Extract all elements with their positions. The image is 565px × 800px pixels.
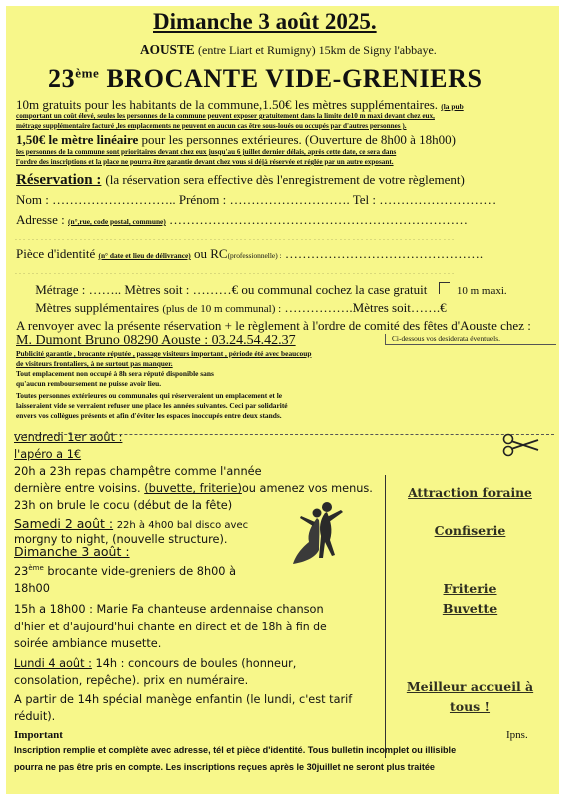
attraction-foraine: Attraction foraine — [408, 485, 532, 500]
intro-free-meters: 10m gratuits pour les habitants de la commune,1.50€ les mètres supplémentaires. — [16, 97, 439, 112]
monday-line-3: A partir de 14h spécial manège enfantin (le lundi, c'est tarif — [14, 693, 353, 706]
tous: tous ! — [449, 699, 491, 714]
sunday-line-5: soirée ambiance musette. — [14, 637, 162, 650]
flyer-sheet — [6, 6, 559, 794]
edition-number: 23 — [48, 64, 76, 93]
communal-label: € ou communal cochez la case gratuit — [231, 282, 428, 297]
desiderata-label: Ci-dessous vos desiderata éventuels. — [392, 334, 500, 343]
unoccupied-2: qu'aucun remboursement ne puisse avoir lieu. — [16, 379, 162, 388]
supp-metres-soit: Mètres soit — [352, 300, 411, 315]
solidarity-3: envers vos collègues présents et afin d'éviter les espaces inoccupés entre deux stands. — [16, 411, 282, 420]
intro-line — [16, 97, 464, 113]
price-rest: pour les personnes extérieures. (Ouverture de 8h00 à 18h00) — [141, 132, 456, 147]
publicity-2: de visiteurs frontaliers, à ne surtout pas manquer. — [16, 359, 173, 368]
attractions-box — [385, 475, 554, 758]
monday-line-1: 14h : concours de boules (honneur, — [95, 657, 297, 670]
adresse-hint: (n°,rue, code postal, commune) — [68, 217, 166, 226]
prenom-label: Prénom : — [178, 192, 227, 207]
sunday-line-4: d'hier et d'aujourd'hui chante en direct et de 18h à fin de — [14, 620, 327, 633]
friday-line-3c: ou amenez vos menus. — [241, 482, 373, 495]
monday-line-2: consolation, repêche). prix en numéraire. — [14, 674, 249, 687]
friday-line-3 — [14, 482, 373, 495]
priority-2: l'ordre des inscriptions et la place ne pourra être garantie devant chez vous si déjà réservée et réglée par un autre exposant. — [16, 158, 394, 166]
friday-line-3b: (buvette, friterie) — [144, 482, 242, 495]
sunday-line-2: 18h00 — [14, 582, 50, 595]
saturday-row — [14, 516, 248, 531]
nom-field[interactable]: ……………………….. — [52, 192, 176, 207]
sunday-line-1 — [14, 564, 236, 578]
friday-line-4: 23h on brule le cocu (début de la fête) — [14, 499, 233, 512]
edition-suffix: ème — [75, 65, 100, 81]
meilleur-accueil: Meilleur accueil à — [406, 679, 534, 694]
friday-line-3a: dernière entre voisins. — [14, 482, 141, 495]
monday-line-4: réduit). — [14, 710, 56, 723]
metres-soit-field[interactable]: ……… — [192, 282, 232, 297]
price-bold: 1,50€ le mètre linéaire — [16, 132, 139, 147]
solidarity-2: laisseraient vide se verraient refuser une place les années suivantes. Ceci par solidarité — [16, 401, 288, 410]
metrage-label: Métrage : — [35, 282, 86, 297]
confiserie: Confiserie — [434, 523, 506, 538]
sunday-line-3: 15h a 18h00 : Marie Fa chanteuse ardennaise chanson — [14, 603, 324, 616]
adresse-label: Adresse : — [16, 212, 65, 227]
event-date: Dimanche 3 août 2025. — [153, 9, 377, 34]
friterie: Friterie — [443, 581, 497, 596]
nom-row — [16, 192, 496, 208]
adresse-field[interactable]: …………………………………………………………… — [169, 212, 469, 227]
piece-label: Pièce d'identité — [16, 246, 96, 261]
piece-row — [16, 246, 483, 262]
metres-soit-label: Mètres soit : — [124, 282, 190, 297]
footer-line-1: Inscription remplie et complète avec adresse, tél et pièce d'identité. Tous bulletin incomplet ou illisible — [14, 745, 457, 755]
saturday-line-1: 22h à 4h00 bal disco avec — [116, 520, 249, 531]
footer-line-2: pourra ne pas être pris en compte. Les inscriptions reçues après le 30juillet ne seront plus traitée — [14, 762, 435, 772]
metrage-field[interactable]: …….. — [88, 282, 122, 297]
monday-heading: Lundi 4 août : — [14, 657, 92, 670]
maxi-label: 10 m maxi. — [456, 285, 507, 297]
event-title — [48, 64, 483, 94]
supp-label: Mètres supplémentaires — [35, 300, 160, 315]
important-label: Important — [14, 729, 63, 741]
prenom-field[interactable]: ………………………. — [229, 192, 350, 207]
friday-heading: vendredi 1er août : — [14, 431, 123, 444]
publicity-1: Publicité garantie , brocante réputée , passage visiteurs important , période été avec beaucoup — [16, 349, 312, 358]
scissors-icon — [501, 433, 541, 457]
buvette: Buvette — [442, 601, 498, 616]
reservation-note: (la réservation sera effective dès l'enregistrement de votre règlement) — [105, 172, 465, 187]
reservation-heading: Réservation : — [16, 172, 102, 188]
saturday-heading: Samedi 2 août : — [14, 516, 114, 531]
piece-field-2[interactable]: ………………………………………………………………………………………… — [14, 264, 456, 274]
event-location — [140, 42, 437, 58]
sunday-edition: 23 — [14, 564, 29, 578]
nom-label: Nom : — [16, 192, 49, 207]
friday-line-2: 20h a 23h repas champêtre comme l'année — [14, 465, 262, 478]
supp-hint: (plus de 10 m communal) : — [162, 303, 282, 315]
supp-row — [16, 300, 447, 316]
supp-euro: € — [440, 300, 447, 315]
sunday-edition-suffix: ème — [28, 564, 44, 572]
solidarity-1: Toutes personnes extérieures ou communales qui réserveraient un emplacement et le — [16, 391, 283, 400]
intro-fine-2: métrage supplémentaire facturé ,les emplacements ne peuvent en aucun cas être sous-loués ou occupés par d'autres personnes ). — [16, 122, 407, 130]
adresse-field-2[interactable]: ………………………………………………………………………………………… — [14, 230, 456, 240]
tel-label: Tel : — [352, 192, 376, 207]
renvoyer-line: A renvoyer avec la présente réservation + le règlement à l'ordre de comité des fêtes d'Aouste chez : — [16, 318, 531, 333]
adresse-row — [16, 212, 468, 228]
metrage-row — [16, 282, 507, 298]
unoccupied-1: Tout emplacement non occupé à 8h sera réputé disponible sans — [16, 369, 214, 378]
location-town: AOUSTE — [140, 42, 195, 57]
monday-row — [14, 657, 296, 670]
contact-line: M. Dumont Bruno 08290 Aouste : 03.24.54.42.37 — [16, 333, 296, 348]
piece-hint: (n° date et lieu de délivrance) — [98, 251, 191, 260]
gratuit-checkbox[interactable] — [439, 282, 450, 294]
intro-fine-1: comportant un coût élevé, seules les personnes de la commune peuvent exposer gratuitement dans la limite de10 m maxi devant chez eux, — [16, 112, 435, 120]
tel-field[interactable]: ……………………… — [379, 192, 497, 207]
dancing-couple-icon — [289, 500, 351, 568]
piece-field[interactable]: ………………………………………. — [284, 246, 484, 261]
friday-line-1: l'apéro a 1€ — [14, 448, 82, 461]
supp-metres-field[interactable]: ……. — [410, 300, 441, 315]
ipns-label: Ipns. — [506, 729, 528, 741]
sunday-heading: Dimanche 3 août : — [14, 544, 130, 559]
price-line — [16, 132, 456, 148]
rc-hint: (professionnelle) : — [227, 251, 282, 260]
priority-1: les personnes de la commune sont prioritaires devant chez eux jusqu'au 6 juillet dernier délais, après cette date, ce sera dans — [16, 148, 397, 156]
ou-rc: ou RC — [193, 246, 228, 261]
supp-field[interactable]: ……………. — [284, 300, 353, 315]
reservation-heading-line — [16, 171, 465, 189]
sunday-brocante: brocante vide-greniers de 8h00 à — [47, 564, 237, 578]
title-text: BROCANTE VIDE-GRENIERS — [106, 64, 483, 93]
location-detail: (entre Liart et Rumigny) 15km de Signy l'abbaye. — [198, 43, 437, 57]
saturday-line-2: morgny to night, (nouvelle structure). — [14, 533, 228, 546]
intro-note: (la pub — [441, 102, 464, 111]
